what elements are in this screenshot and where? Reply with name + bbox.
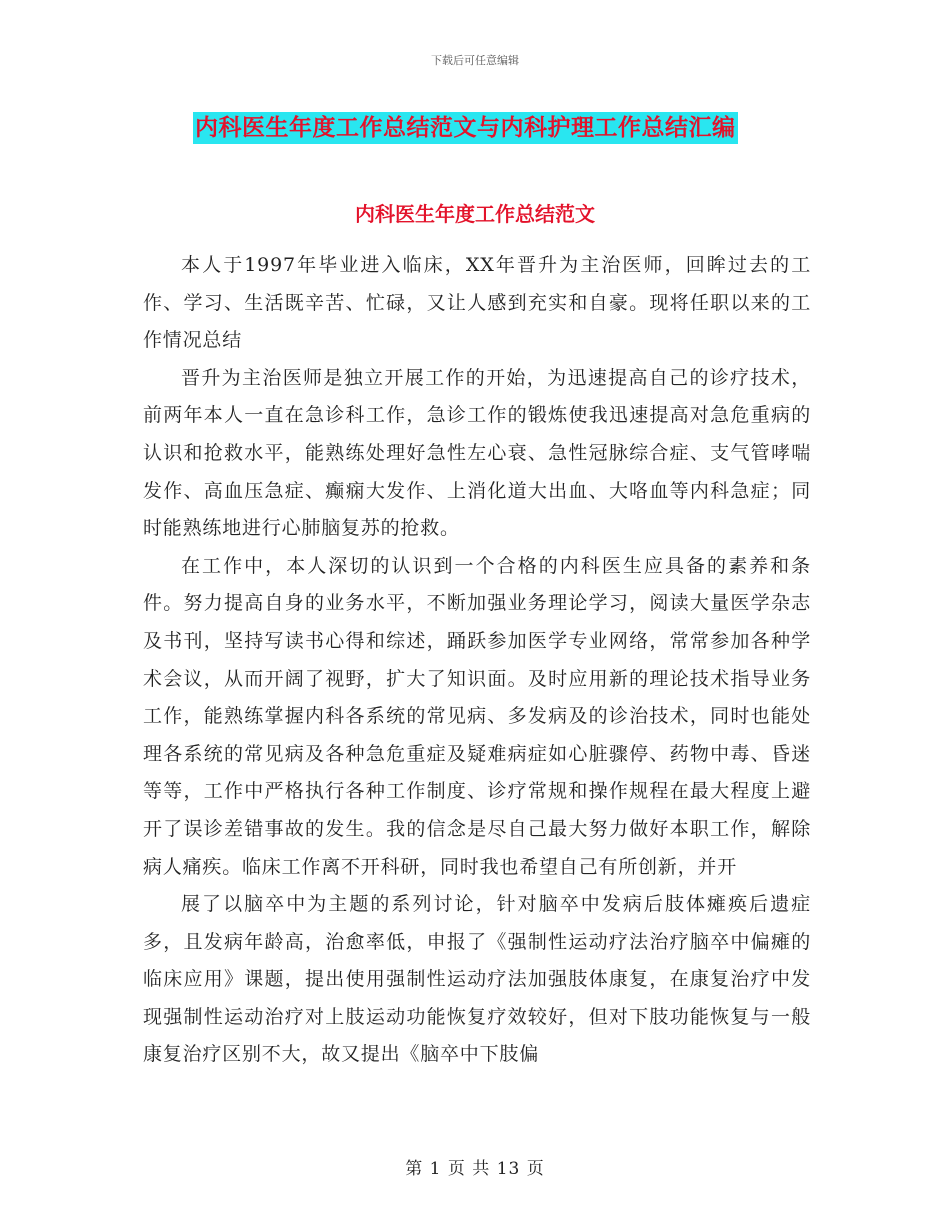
document-body [143,247,811,1074]
main-title: 内科医生年度工作总结范文与内科护理工作总结汇编 [193,112,738,144]
paragraph: 展了以脑卒中为主题的系列讨论，针对脑卒中发病后肢体瘫痪后遗症多，且发病年龄高，治愈率低，申报了《强制性运动疗法治疗脑卒中偏瘫的临床应用》课题，提出使用强制性运动疗法加强肢体康复，在康复治疗中发现强制性运动治疗对上肢运动功能恢复疗效较好，但对下肢功能恢复与一般康复治疗区别不大，故又提出《脑卒中下肢偏 [143,893,811,1066]
page-footer: 第 1 页 共 13 页 [405,1159,545,1179]
paragraph: 晋升为主治医师是独立开展工作的开始，为迅速提高自己的诊疗技术，前两年本人一直在急诊科工作，急诊工作的锻炼使我迅速提高对急危重病的认识和抢救水平，能熟练处理好急性左心衰、急性冠脉综合症、支气管哮喘发作、高血压急症、癫痫大发作、上消化道大出血、大咯血等内科急症；同时能熟练地进行心肺脑复苏的抢救。 [143,366,811,540]
header-note: 下载后可任意编辑 [431,54,519,67]
main-title-container [193,112,738,144]
sub-title: 内科医生年度工作总结范文 [355,202,595,226]
paragraph: 在工作中，本人深切的认识到一个合格的内科医生应具备的素养和条件。努力提高自身的业务水平，不断加强业务理论学习，阅读大量医学杂志及书刊，坚持写读书心得和综述，踊跃参加医学专业网络，常常参加各种学术会议，从而开阔了视野，扩大了知识面。及时应用新的理论技术指导业务工作，能熟练掌握内科各系统的常见病、多发病及的诊治技术，同时也能处理各系统的常见病及各种急危重症及疑难病症如心脏骤停、药物中毒、昏迷等等，工作中严格执行各种工作制度、诊疗常规和操作规程在最大程度上避开了误诊差错事故的发生。我的信念是尽自己最大努力做好本职工作，解除病人痛疾。临床工作离不开科研，同时我也希望自己有所创新，并开 [143,554,811,878]
paragraph: 本人于1997年毕业进入临床，XX年晋升为主治医师，回眸过去的工作、学习、生活既辛苦、忙碌，又让人感到充实和自豪。现将任职以来的工作情况总结 [143,254,811,352]
